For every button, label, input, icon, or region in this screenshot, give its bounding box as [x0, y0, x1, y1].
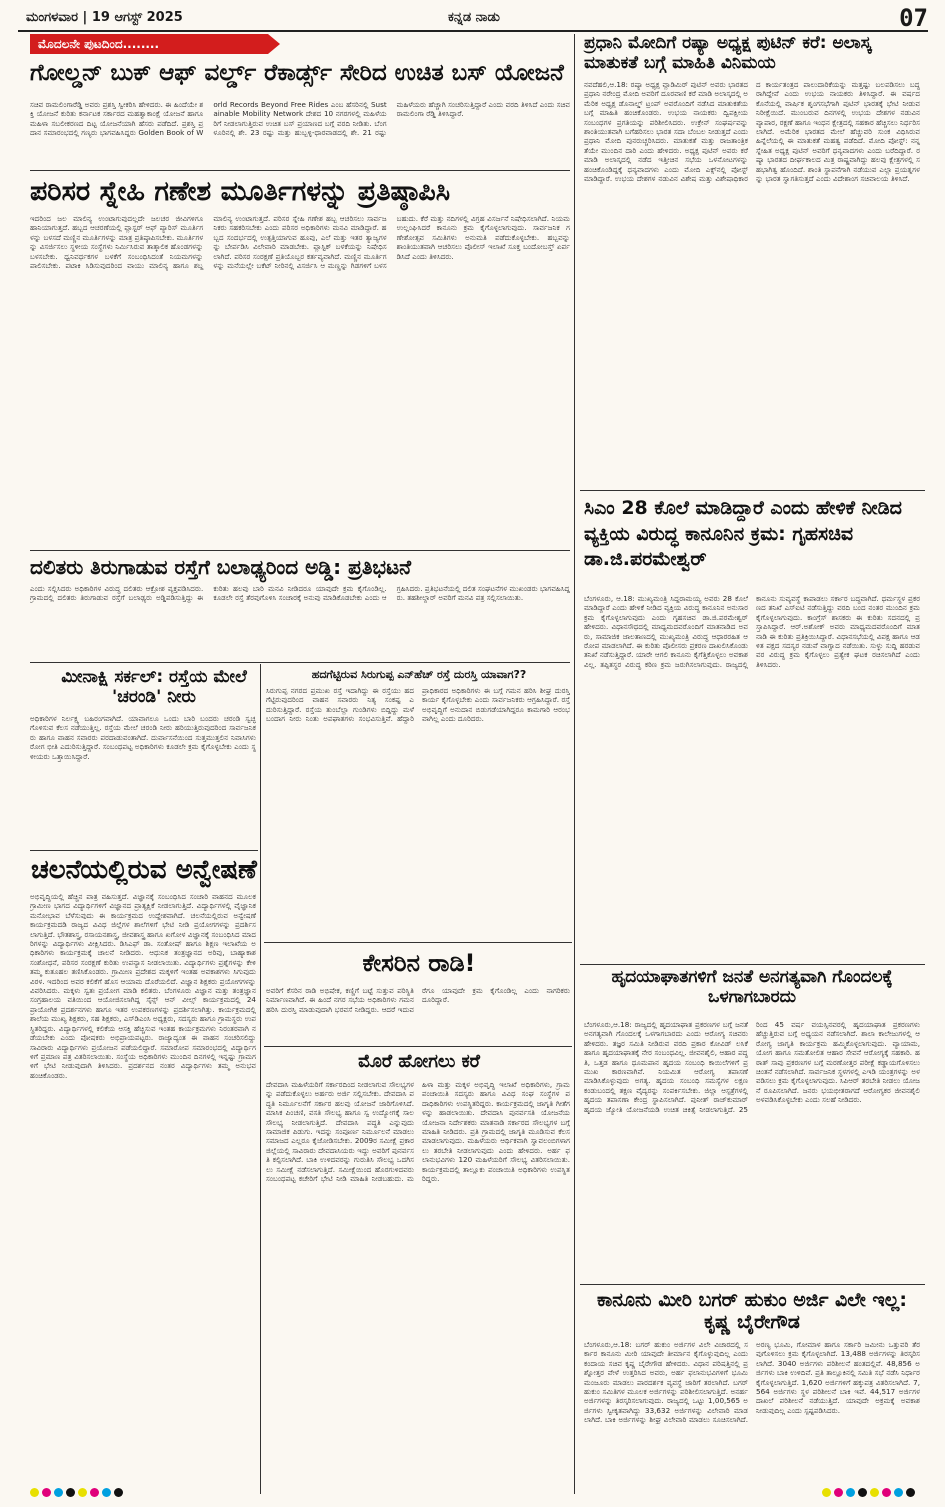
- article-bagair: ಬೆಂಗಳೂರು,ಆ.18: ಬಗರ್ ಹುಕುಂ ಅರ್ಜಿಗಳ ವಿಲೇ ವಿಚಾರದಲ್ಲಿ ಸರ್ಕಾರ ಕಾನೂನು ಮೀರಿ ಯಾವುದೇ ತೀರ್ಮಾನ ಕೈಗೊಳ್ಳುವುದಿಲ್ಲ ಎಂದು ಕಂದಾಯ ಸಚಿವ ಕೃಷ್ಣ ಬೈರೇಗೌಡ ಹೇಳಿದರು. ವಿಧಾನ ಪರಿಷತ್ತಿನಲ್ಲಿ ಪ್ರಶ್ನೋತ್ತರ ವೇಳೆ ಉತ್ತರಿಸಿದ ಅವರು, ಅರ್ಹ ಫಲಾನುಭವಿಗಳಿಗೆ ಭೂಮಿ ಮಂಜೂರು ಮಾಡಲು ಪಾರದರ್ಶಕ ವ್ಯವಸ್ಥೆ ಜಾರಿಗೆ ತರಲಾಗಿದೆ. ಬಗರ್ ಹುಕುಂ ಸಮಿತಿಗಳ ಮೂಲಕ ಅರ್ಜಿಗಳನ್ನು ಪರಿಶೀಲಿಸಲಾಗುತ್ತಿದೆ. ಅನರ್ಹ ಅರ್ಜಿಗಳನ್ನು ತಿರಸ್ಕರಿಸಲಾಗುವುದು. ರಾಜ್ಯದಲ್ಲಿ ಒಟ್ಟು 1,00,565 ಅರ್ಜಿಗಳು ಸ್ವೀಕೃತವಾಗಿದ್ದು 33,632 ಅರ್ಜಿಗಳನ್ನು ವಿಲೇವಾರಿ ಮಾಡಲಾಗಿದೆ. ಬಾಕಿ ಅರ್ಜಿಗಳನ್ನು ಶೀಘ್ರ ವಿಲೇವಾರಿ ಮಾಡಲು ಸೂಚಿಸಲಾಗಿದೆ. ಅರಣ್ಯ ಭೂಮಿ, ಗೋಮಾಳ ಹಾಗೂ ಸರ್ಕಾರಿ ಜಮೀನು ಒತ್ತುವರಿ ತೆರವುಗೊಳಿಸಲು ಕ್ರಮ ಕೈಗೊಳ್ಳಲಾಗಿದೆ. 13,488 ಅರ್ಜಿಗಳನ್ನು ತಿರಸ್ಕರಿಸಲಾಗಿದೆ. 3040 ಅರ್ಜಿಗಳು ಪರಿಶೀಲನೆ ಹಂತದಲ್ಲಿವೆ. 48,856 ಅರ್ಜಿಗಳು ಬಾಕಿ ಉಳಿದಿವೆ. ಪ್ರತಿ ತಾಲ್ಲೂಕಿನಲ್ಲಿ ಸಮಿತಿ ಸಭೆ ನಡೆಸಿ ನಿರ್ಧಾರ ಕೈಗೊಳ್ಳಲಾಗುತ್ತಿದೆ. 1,620 ಅರ್ಜಿಗಳಿಗೆ ಹಕ್ಕುಪತ್ರ ವಿತರಿಸಲಾಗಿದೆ. 7,564 ಅರ್ಜಿಗಳು ಸ್ಥಳ ಪರಿಶೀಲನೆ ಬಾಕಿ ಇವೆ. 44,517 ಅರ್ಜಿಗಳ ದಾಖಲೆ ಪರಿಶೀಲನೆ ನಡೆಯುತ್ತಿದೆ. ಯಾವುದೇ ಅಕ್ರಮಕ್ಕೆ ಅವಕಾಶ ನೀಡುವುದಿಲ್ಲ ಎಂದು ಸ್ಪಷ್ಟಪಡಿಸಿದರು.: [584, 1340, 920, 1425]
- article-kesari: ಅವರಿಗೆ ಕೆಸರಿನ ರಾಡಿ ಅಭಿಷೇಕ, ಕಣ್ಣಿಗೆ ಬಟ್ಟೆ ಸುತ್ತುವ ಪರಿಸ್ಥಿತಿ ನಿರ್ಮಾಣವಾಗಿದೆ. ಈ ಹಿಂದೆ ನಗರ ಸಭೆಯ ಅಧಿಕಾರಿಗಳು ಗಮನ ಹರಿಸಿ ದುರಸ್ತಿ ಮಾಡುವುದಾಗಿ ಭರವಸೆ ನೀಡಿದ್ದರು. ಆದರೆ ಇದುವರೆಗೂ ಯಾವುದೇ ಕ್ರಮ ಕೈಗೊಂಡಿಲ್ಲ ಎಂದು ನಾಗರಿಕರು ದೂರಿದ್ದಾರೆ.: [266, 986, 570, 1014]
- article-heart: ಬೆಂಗಳೂರು,ಆ.18: ರಾಜ್ಯದಲ್ಲಿ ಹೃದಯಾಘಾತ ಪ್ರಕರಣಗಳ ಬಗ್ಗೆ ಜನತೆ ಅನಗತ್ಯವಾಗಿ ಗೊಂದಲಕ್ಕೆ ಒಳಗಾಗಬಾರದು ಎಂದು ಆರೋಗ್ಯ ಸಚಿವರು ಹೇಳಿದರು. ತಜ್ಞರ ಸಮಿತಿ ನೀಡಿರುವ ವರದಿ ಪ್ರಕಾರ ಕೋವಿಡ್ ಲಸಿಕೆ ಹಾಗೂ ಹೃದಯಾಘಾತಕ್ಕೆ ನೇರ ಸಂಬಂಧವಿಲ್ಲ. ಜೀವನಶೈಲಿ, ಆಹಾರ ಪದ್ಧತಿ, ಒತ್ತಡ ಹಾಗೂ ಧೂಮಪಾನ ಹೃದಯ ಸಂಬಂಧಿ ಕಾಯಿಲೆಗಳಿಗೆ ಪ್ರಮುಖ ಕಾರಣವಾಗಿವೆ. ನಿಯಮಿತ ಆರೋಗ್ಯ ತಪಾಸಣೆ ಮಾಡಿಸಿಕೊಳ್ಳುವುದು ಅಗತ್ಯ. ಹೃದಯ ಸಂಬಂಧಿ ಸಮಸ್ಯೆಗಳ ಲಕ್ಷಣ ಕಂಡುಬಂದಲ್ಲಿ ತಕ್ಷಣ ವೈದ್ಯರನ್ನು ಸಂಪರ್ಕಿಸಬೇಕು. ಜಿಲ್ಲಾ ಆಸ್ಪತ್ರೆಗಳಲ್ಲಿ ಹೃದಯ ತಪಾಸಣಾ ಕೇಂದ್ರ ಸ್ಥಾಪಿಸಲಾಗಿದೆ. ಪುನೀತ್ ರಾಜ್‌ಕುಮಾರ್ ಹೃದಯ ಜ್ಯೋತಿ ಯೋಜನೆಯಡಿ ಉಚಿತ ಚಿಕಿತ್ಸೆ ನೀಡಲಾಗುತ್ತಿದೆ. 25 ರಿಂದ 45 ವರ್ಷ ವಯಸ್ಸಿನವರಲ್ಲಿ ಹೃದಯಾಘಾತ ಪ್ರಕರಣಗಳು ಹೆಚ್ಚುತ್ತಿರುವ ಬಗ್ಗೆ ಅಧ್ಯಯನ ನಡೆಸಲಾಗಿದೆ. ಶಾಲಾ ಕಾಲೇಜುಗಳಲ್ಲಿ ಆರೋಗ್ಯ ಜಾಗೃತಿ ಕಾರ್ಯಕ್ರಮ ಹಮ್ಮಿಕೊಳ್ಳಲಾಗುವುದು. ವ್ಯಾಯಾಮ, ಯೋಗ ಹಾಗೂ ಸಮತೋಲಿತ ಆಹಾರ ಸೇವನೆ ಆರೋಗ್ಯಕ್ಕೆ ಸಹಕಾರಿ. ಹಠಾತ್ ಸಾವು ಪ್ರಕರಣಗಳ ಬಗ್ಗೆ ಮರಣೋತ್ತರ ಪರೀಕ್ಷೆ ಕಡ್ಡಾಯಗೊಳಿಸಲು ಚಿಂತನೆ ನಡೆಸಲಾಗಿದೆ. ಸಾರ್ವಜನಿಕ ಸ್ಥಳಗಳಲ್ಲಿ ಎಇಡಿ ಯಂತ್ರಗಳನ್ನು ಅಳವಡಿಸಲು ಕ್ರಮ ಕೈಗೊಳ್ಳಲಾಗುವುದು. ಸಿಪಿಆರ್ ತರಬೇತಿ ನೀಡಲು ಯೋಜನೆ ರೂಪಿಸಲಾಗಿದೆ. ಜನರು ಭಯಭೀತರಾಗದೆ ಆರೋಗ್ಯಕರ ಜೀವನಶೈಲಿ ಅಳವಡಿಸಿಕೊಳ್ಳಬೇಕು ಎಂದು ಸಲಹೆ ನೀಡಿದರು.: [584, 1020, 920, 1114]
- registration-dot: [894, 1488, 903, 1497]
- article-more: ದೇವದಾಸಿ ಮಹಿಳೆಯರಿಗೆ ಸರ್ಕಾರದಿಂದ ನೀಡಲಾಗುವ ಸೌಲಭ್ಯಗಳನ್ನು ಪಡೆದುಕೊಳ್ಳಲು ಅರ್ಹರು ಅರ್ಜಿ ಸಲ್ಲಿಸಬೇಕು. ದೇವದಾಸಿ ಪದ್ಧತಿ ನಿರ್ಮೂಲನೆಗೆ ಸರ್ಕಾರ ಹಲವು ಯೋಜನೆ ಜಾರಿಗೊಳಿಸಿದೆ. ಮಾಸಿಕ ಪಿಂಚಣಿ, ವಸತಿ ಸೌಲಭ್ಯ ಹಾಗೂ ಸ್ವ ಉದ್ಯೋಗಕ್ಕೆ ಸಾಲ ಸೌಲಭ್ಯ ನೀಡಲಾಗುತ್ತಿದೆ. ದೇವದಾಸಿ ಪದ್ಧತಿ ಎನ್ನುವುದು ಸಾಮಾಜಿಕ ಪಿಡುಗು. ಇದನ್ನು ಸಂಪೂರ್ಣ ನಿರ್ಮೂಲನೆ ಮಾಡಲು ಸಮಾಜದ ಎಲ್ಲರೂ ಕೈಜೋಡಿಸಬೇಕು. 2009ರ ಸಮೀಕ್ಷೆ ಪ್ರಕಾರ ಜಿಲ್ಲೆಯಲ್ಲಿ ಸಾವಿರಾರು ದೇವದಾಸಿಯರು ಇದ್ದು ಅವರಿಗೆ ಪುನರ್ವಸತಿ ಕಲ್ಪಿಸಲಾಗಿದೆ. ಬಾಕಿ ಉಳಿದವರನ್ನು ಗುರುತಿಸಿ ಸೌಲಭ್ಯ ಒದಗಿಸಲು ಸಮೀಕ್ಷೆ ನಡೆಸಲಾಗುತ್ತಿದೆ. ಸಮೀಕ್ಷೆಯಿಂದ ಹೊರಗುಳಿದವರು ಸಂಬಂಧಪಟ್ಟ ಕಚೇರಿಗೆ ಭೇಟಿ ನೀಡಿ ಮಾಹಿತಿ ನೀಡಬಹುದು. ಮಹಿಳಾ ಮತ್ತು ಮಕ್ಕಳ ಅಭಿವೃದ್ಧಿ ಇಲಾಖೆ ಅಧಿಕಾರಿಗಳು, ಗ್ರಾಮ ಪಂಚಾಯಿತಿ ಸದಸ್ಯರು ಹಾಗೂ ವಿವಿಧ ಸಂಘ ಸಂಸ್ಥೆಗಳ ಪದಾಧಿಕಾರಿಗಳು ಉಪಸ್ಥಿತರಿದ್ದರು. ಕಾರ್ಯಕ್ರಮದಲ್ಲಿ ಜಾಗೃತಿ ಗೀತೆಗಳನ್ನು ಹಾಡಲಾಯಿತು. ದೇವದಾಸಿ ಪುನರ್ವಸತಿ ಯೋಜನೆಯ ಯೋಜನಾ ನಿರ್ದೇಶಕರು ಮಾತನಾಡಿ ಸರ್ಕಾರದ ಸೌಲಭ್ಯಗಳ ಬಗ್ಗೆ ಮಾಹಿತಿ ನೀಡಿದರು. ಪ್ರತಿ ಗ್ರಾಮದಲ್ಲಿ ಜಾಗೃತಿ ಮೂಡಿಸುವ ಕೆಲಸ ಮಾಡಲಾಗುವುದು. ಮಹಿಳೆಯರು ಆರ್ಥಿಕವಾಗಿ ಸ್ವಾವಲಂಬಿಗಳಾಗಲು ತರಬೇತಿ ನೀಡಲಾಗುವುದು ಎಂದು ಹೇಳಿದರು. ಅರ್ಹ ಫಲಾನುಭವಿಗಳು 120 ಮಹಿಳೆಯರಿಗೆ ಸೌಲಭ್ಯ ವಿತರಿಸಲಾಯಿತು. ಕಾರ್ಯಕ್ರಮದಲ್ಲಿ ತಾಲ್ಲೂಕು ಪಂಚಾಯಿತಿ ಅಧಿಕಾರಿಗಳು ಉಪಸ್ಥಿತರಿದ್ದರು.: [266, 1080, 570, 1184]
- registration-marks-left: [30, 1488, 123, 1497]
- article-divider: [580, 964, 925, 965]
- registration-dot: [882, 1488, 891, 1497]
- article-divider: [580, 490, 925, 491]
- registration-dot: [42, 1488, 51, 1497]
- headline-ganesha: ಪರಿಸರ ಸ್ನೇಹಿ ಗಣೇಶ ಮೂರ್ತಿಗಳನ್ನು ಪ್ರತಿಷ್ಠಾಪಿಸಿ: [30, 176, 451, 207]
- article-divider: [30, 550, 570, 551]
- article-bus: ಸಚಿವ ರಾಮಲಿಂಗಾರೆಡ್ಡಿ ಅವರು ಪ್ರಶಸ್ತಿ ಸ್ವೀಕರಿಸಿ ಹೇಳಿದರು. ಈ ಹಿಂದೆಯೇ ಶಕ್ತಿ ಯೋಜನೆ ಕುರಿತು ಕರ್ನಾಟಕ ಸರ್ಕಾರದ ಮಹತ್ವಾಕಾಂಕ್ಷೆ ಯೋಜನೆ ಹಾಗೂ ಮಹಿಳಾ ಸಬಲೀಕರಣದ ದಿಟ್ಟ ಯೋಜನೆಯಾಗಿ ಹೆಸರು ಪಡೆದಿದೆ. ಪ್ರಶಸ್ತಿ ಪ್ರದಾನ ಸಮಾರಂಭದಲ್ಲಿ ಗಣ್ಯರು ಭಾಗವಹಿಸಿದ್ದರು Golden Book of World Records Beyond Free Rides ಎಂಬ ಹೆಸರಿನಲ್ಲಿ Sustainable Mobility Network ದೇಶದ 10 ನಗರಗಳಲ್ಲಿ ಮಹಿಳೆಯರಿಗೆ ನೀಡಲಾಗುತ್ತಿರುವ ಉಚಿತ ಬಸ್ ಪ್ರಯಾಣದ ಬಗ್ಗೆ ವರದಿ ನೀಡಿತು. ಬೆಂಗಳೂರಿನಲ್ಲಿ ಶೇ. 23 ರಷ್ಟು ಮತ್ತು ಹುಬ್ಬಳ್ಳಿ-ಧಾರವಾಡದಲ್ಲಿ ಶೇ. 21 ರಷ್ಟು ಮಹಿಳೆಯರು ಹೆಚ್ಚಾಗಿ ಸಂಚರಿಸುತ್ತಿದ್ದಾರೆ ಎಂದು ವರದಿ ತಿಳಿಸಿದೆ ಎಂದು ಸಚಿವ ರಾಮಲಿಂಗಾ ರೆಡ್ಡಿ ತಿಳಿಸಿದ್ದಾರೆ.: [30, 100, 570, 138]
- headline-more: ಮೊರೆ ಹೋಗಲು ಕರೆ: [358, 1051, 480, 1072]
- registration-marks-right: [822, 1488, 915, 1497]
- headline-bagair: ಕಾನೂನು ಮೀರಿ ಬಗರ್ ಹುಕುಂ ಅರ್ಜಿ ವಿಲೇ ಇಲ್ಲ: ಕೃಷ್ಣ ಬೈರೇಗೌಡ: [597, 1289, 907, 1333]
- registration-dot: [846, 1488, 855, 1497]
- headline-meenakshi: ಮೀನಾಕ್ಷಿ ಸರ್ಕಲ್: ರಸ್ತೆಯ ಮೇಲೆ 'ಚರಂಡಿ' ನೀರು: [61, 667, 247, 707]
- article-search: ಅಭಿವೃದ್ಧಿಯಲ್ಲಿ ಹೆಚ್ಚಿನ ಪಾತ್ರ ವಹಿಸುತ್ತದೆ. ವಿಜ್ಞಾನಕ್ಕೆ ಸಂಬಂಧಿಸಿದ ಸಂಚಾರಿ ವಾಹನದ ಮೂಲಕ ಗ್ರಾಮೀಣ ಭಾಗದ ವಿದ್ಯಾರ್ಥಿಗಳಿಗೆ ವಿಜ್ಞಾನದ ಪ್ರಾತ್ಯಕ್ಷಿಕೆ ನೀಡಲಾಗುತ್ತಿದೆ. ವಿದ್ಯಾರ್ಥಿಗಳಲ್ಲಿ ವೈಜ್ಞಾನಿಕ ಮನೋಭಾವ ಬೆಳೆಸುವುದು ಈ ಕಾರ್ಯಕ್ರಮದ ಉದ್ದೇಶವಾಗಿದೆ. ಚಲನೆಯಲ್ಲಿರುವ ಅನ್ವೇಷಣೆ ಕಾರ್ಯಕ್ರಮದಡಿ ರಾಜ್ಯದ ವಿವಿಧ ಜಿಲ್ಲೆಗಳ ಶಾಲೆಗಳಿಗೆ ಭೇಟಿ ನೀಡಿ ಪ್ರಯೋಗಗಳನ್ನು ಪ್ರದರ್ಶಿಸಲಾಗುತ್ತಿದೆ. ಭೌತಶಾಸ್ತ್ರ, ರಸಾಯನಶಾಸ್ತ್ರ, ಜೀವಶಾಸ್ತ್ರ ಹಾಗೂ ಖಗೋಳ ವಿಜ್ಞಾನಕ್ಕೆ ಸಂಬಂಧಿಸಿದ ಮಾದರಿಗಳನ್ನು ವಿದ್ಯಾರ್ಥಿಗಳು ವೀಕ್ಷಿಸಿದರು. ಡಿಸಿಎಫ್ ಡಾ. ಸಂತೋಷ್ ಹಾಗೂ ಶಿಕ್ಷಣ ಇಲಾಖೆಯ ಅಧಿಕಾರಿಗಳು ಕಾರ್ಯಕ್ರಮಕ್ಕೆ ಚಾಲನೆ ನೀಡಿದರು. ಆಧುನಿಕ ತಂತ್ರಜ್ಞಾನದ ಅರಿವು, ಬಾಹ್ಯಾಕಾಶ ಸಂಶೋಧನೆ, ಪರಿಸರ ಸಂರಕ್ಷಣೆ ಕುರಿತು ಉಪನ್ಯಾಸ ನೀಡಲಾಯಿತು. ವಿದ್ಯಾರ್ಥಿಗಳು ಪ್ರಶ್ನೆಗಳನ್ನು ಕೇಳಿ ತಮ್ಮ ಕುತೂಹಲ ತಣಿಸಿಕೊಂಡರು. ಗ್ರಾಮೀಣ ಪ್ರದೇಶದ ಮಕ್ಕಳಿಗೆ ಇಂತಹ ಅವಕಾಶಗಳು ಸಿಗುವುದು ವಿರಳ. ಇದರಿಂದ ಅವರ ಕಲಿಕೆಗೆ ಹೊಸ ಆಯಾಮ ದೊರೆಯಲಿದೆ. ವಿಜ್ಞಾನ ಶಿಕ್ಷಕರು ಪ್ರಯೋಗಗಳನ್ನು ವಿವರಿಸಿದರು. ಮಕ್ಕಳು ಸ್ವತಃ ಪ್ರಯೋಗ ಮಾಡಿ ಕಲಿತರು. ಬೆಂಗಳೂರು ವಿಜ್ಞಾನ ಮತ್ತು ತಂತ್ರಜ್ಞಾನ ಸಂಗ್ರಹಾಲಯ ವತಿಯಿಂದ ಆಯೋಜಿಸಲಾಗಿದ್ದ ಸೈನ್ಸ್ ಆನ್ ವೀಲ್ಸ್ ಕಾರ್ಯಕ್ರಮದಲ್ಲಿ 24 ಪ್ರಾಯೋಗಿಕ ಪ್ರದರ್ಶನಗಳು ಹಾಗೂ ಇತರ ಉಪಕರಣಗಳನ್ನು ಪ್ರದರ್ಶಿಸಲಾಗಿತ್ತು. ಕಾರ್ಯಕ್ರಮದಲ್ಲಿ ಶಾಲೆಯ ಮುಖ್ಯ ಶಿಕ್ಷಕರು, ಸಹ ಶಿಕ್ಷಕರು, ಎಸ್‌ಡಿಎಂಸಿ ಅಧ್ಯಕ್ಷರು, ಸದಸ್ಯರು ಹಾಗೂ ಗ್ರಾಮಸ್ಥರು ಉಪಸ್ಥಿತರಿದ್ದರು. ವಿದ್ಯಾರ್ಥಿಗಳಲ್ಲಿ ಕಲಿಕೆಯ ಆಸಕ್ತಿ ಹೆಚ್ಚಿಸುವ ಇಂತಹ ಕಾರ್ಯಕ್ರಮಗಳು ನಿರಂತರವಾಗಿ ನಡೆಯಬೇಕು ಎಂದು ಪೋಷಕರು ಅಭಿಪ್ರಾಯಪಟ್ಟರು. ರಾಜ್ಯಾದ್ಯಂತ ಈ ವಾಹನ ಸಂಚರಿಸಲಿದ್ದು ಸಾವಿರಾರು ವಿದ್ಯಾರ್ಥಿಗಳು ಪ್ರಯೋಜನ ಪಡೆಯಲಿದ್ದಾರೆ. ಸಮಾರೋಪ ಸಮಾರಂಭದಲ್ಲಿ ವಿದ್ಯಾರ್ಥಿಗಳಿಗೆ ಪ್ರಮಾಣ ಪತ್ರ ವಿತರಿಸಲಾಯಿತು. ಸಂಸ್ಥೆಯ ಅಧಿಕಾರಿಗಳು ಮುಂದಿನ ದಿನಗಳಲ್ಲಿ ಇನ್ನಷ್ಟು ಗ್ರಾಮಗಳಿಗೆ ಭೇಟಿ ನೀಡುವುದಾಗಿ ತಿಳಿಸಿದರು. ಪ್ರದರ್ಶನದ ನಂತರ ವಿದ್ಯಾರ್ಥಿಗಳು ತಮ್ಮ ಅನುಭವ ಹಂಚಿಕೊಂಡರು.: [30, 892, 256, 1080]
- headline-search: ಚಲನೆಯಲ್ಲಿರುವ ಅನ್ವೇಷಣೆ: [31, 855, 257, 885]
- article-divider: [30, 662, 570, 663]
- article-divider: [30, 850, 258, 851]
- registration-dot: [870, 1488, 879, 1497]
- registration-dot: [66, 1488, 75, 1497]
- paper-name: ಕನ್ನಡ ನಾಡು: [448, 10, 500, 25]
- headline-heart: ಹೃದಯಾಘಾತಗಳಿಗೆ ಜನತೆ ಅನಗತ್ಯವಾಗಿ ಗೊಂದಲಕ್ಕೆ ಒಳಗಾಗಬಾರದು: [611, 967, 893, 1007]
- masthead-bar: [18, 4, 928, 32]
- article-ganesha: ಇದರಿಂದ ಜಲ ಮಾಲಿನ್ಯ ಉಂಟಾಗುವುದಲ್ಲದೇ ಜಲಚರ ಜೀವಿಗಳಿಗೂ ಹಾನಿಯಾಗುತ್ತದೆ. ಹಬ್ಬದ ಆಚರಣೆಯಲ್ಲಿ ಪ್ಲಾಸ್ಟರ್ ಆಫ್ ಪ್ಯಾರಿಸ್ ಮೂರ್ತಿಗಳನ್ನು ಬಳಸದೆ ಮಣ್ಣಿನ ಮೂರ್ತಿಗಳನ್ನು ಮಾತ್ರ ಪ್ರತಿಷ್ಠಾಪಿಸಬೇಕು. ಮೂರ್ತಿಗಳನ್ನು ವಿಸರ್ಜಿಸಲು ಸ್ಥಳೀಯ ಸಂಸ್ಥೆಗಳು ನಿರ್ಮಿಸಿರುವ ತಾತ್ಕಾಲಿಕ ಹೊಂಡಗಳನ್ನು ಬಳಸಬೇಕು. ಧ್ವನಿವರ್ಧಕಗಳ ಬಳಕೆಗೆ ಸಂಬಂಧಿಸಿದಂತೆ ನಿಯಮಗಳನ್ನು ಪಾಲಿಸಬೇಕು. ಪಟಾಕಿ ಸಿಡಿಸುವುದರಿಂದ ವಾಯು ಮಾಲಿನ್ಯ ಹಾಗೂ ಶಬ್ದ ಮಾಲಿನ್ಯ ಉಂಟಾಗುತ್ತದೆ. ಪರಿಸರ ಸ್ನೇಹಿ ಗಣೇಶ ಹಬ್ಬ ಆಚರಿಸಲು ಸಾರ್ವಜನಿಕರು ಸಹಕರಿಸಬೇಕು ಎಂದು ಪರಿಸರ ಅಧಿಕಾರಿಗಳು ಮನವಿ ಮಾಡಿದ್ದಾರೆ. ಹಬ್ಬದ ಸಂದರ್ಭದಲ್ಲಿ ಉತ್ಪತ್ತಿಯಾಗುವ ಹೂವು, ಎಲೆ ಮತ್ತು ಇತರ ತ್ಯಾಜ್ಯಗಳನ್ನು ಬೇರ್ಪಡಿಸಿ ವಿಲೇವಾರಿ ಮಾಡಬೇಕು. ಪ್ಲಾಸ್ಟಿಕ್ ಬಳಕೆಯನ್ನು ನಿಷೇಧಿಸಲಾಗಿದೆ. ಪರಿಸರ ಸಂರಕ್ಷಣೆ ಪ್ರತಿಯೊಬ್ಬರ ಕರ್ತವ್ಯವಾಗಿದೆ. ಮಣ್ಣಿನ ಮೂರ್ತಿಗಳನ್ನು ಮನೆಯಲ್ಲೇ ಬಕೆಟ್ ನೀರಿನಲ್ಲಿ ವಿಸರ್ಜಿಸಿ ಆ ಮಣ್ಣನ್ನು ಗಿಡಗಳಿಗೆ ಬಳಸಬಹುದು. ಕೆರೆ ಮತ್ತು ನದಿಗಳಲ್ಲಿ ವಿಗ್ರಹ ವಿಸರ್ಜನೆ ನಿಷೇಧಿಸಲಾಗಿದೆ. ನಿಯಮ ಉಲ್ಲಂಘಿಸಿದರೆ ಕಾನೂನು ಕ್ರಮ ಕೈಗೊಳ್ಳಲಾಗುವುದು. ಸಾರ್ವಜನಿಕ ಗಣೇಶೋತ್ಸವ ಸಮಿತಿಗಳು ಅನುಮತಿ ಪಡೆದುಕೊಳ್ಳಬೇಕು. ಹಬ್ಬವನ್ನು ಶಾಂತಿಯುತವಾಗಿ ಆಚರಿಸಲು ಪೊಲೀಸ್ ಇಲಾಖೆ ಸೂಕ್ತ ಬಂದೋಬಸ್ತ್ ಏರ್ಪಡಿಸಿದೆ ಎಂದು ತಿಳಿಸಿದರು.: [30, 214, 570, 271]
- article-highway: ಸಿರುಗುಪ್ಪ ನಗರದ ಪ್ರಮುಖ ರಸ್ತೆ ಇದಾಗಿದ್ದು ಈ ರಸ್ತೆಯು ಹದಗೆಟ್ಟಿರುವುದರಿಂದ ವಾಹನ ಸವಾರರು ನಿತ್ಯ ಸಂಕಷ್ಟ ಎದುರಿಸುತ್ತಿದ್ದಾರೆ. ರಸ್ತೆಯ ತುಂಬೆಲ್ಲಾ ಗುಂಡಿಗಳು ಬಿದ್ದಿದ್ದು ಮಳೆ ಬಂದಾಗ ನೀರು ನಿಂತು ಅಪಘಾತಗಳು ಸಂಭವಿಸುತ್ತಿವೆ. ಹೆದ್ದಾರಿ ಪ್ರಾಧಿಕಾರದ ಅಧಿಕಾರಿಗಳು ಈ ಬಗ್ಗೆ ಗಮನ ಹರಿಸಿ ಶೀಘ್ರ ದುರಸ್ತಿ ಕಾರ್ಯ ಕೈಗೊಳ್ಳಬೇಕು ಎಂದು ಸಾರ್ವಜನಿಕರು ಆಗ್ರಹಿಸಿದ್ದಾರೆ. ರಸ್ತೆ ಅಭಿವೃದ್ಧಿಗೆ ಅನುದಾನ ಬಿಡುಗಡೆಯಾಗಿದ್ದರೂ ಕಾಮಗಾರಿ ಆರಂಭವಾಗಿಲ್ಲ ಎಂದು ದೂರಿದರು.: [266, 686, 570, 724]
- article-divider: [30, 170, 570, 171]
- article-dalit: ಎಂದು ಸಲ್ಲಿಸಿದರು ಅಧಿಕಾರಿಗಳ ವಿರುದ್ಧ ದಲಿತರು ಆಕ್ರೋಶ ವ್ಯಕ್ತಪಡಿಸಿದರು. ಗ್ರಾಮದಲ್ಲಿ ದಲಿತರು ತಿರುಗಾಡುವ ರಸ್ತೆಗೆ ಬಲಾಢ್ಯರು ಅಡ್ಡಿಪಡಿಸುತ್ತಿದ್ದು ಈ ಕುರಿತು ಹಲವು ಬಾರಿ ಮನವಿ ನೀಡಿದರೂ ಯಾವುದೇ ಕ್ರಮ ಕೈಗೊಂಡಿಲ್ಲ. ಕೂಡಲೇ ರಸ್ತೆ ತೆರವುಗೊಳಿಸಿ ಸಂಚಾರಕ್ಕೆ ಅನುವು ಮಾಡಿಕೊಡಬೇಕು ಎಂದು ಆಗ್ರಹಿಸಿದರು. ಪ್ರತಿಭಟನೆಯಲ್ಲಿ ದಲಿತ ಸಂಘಟನೆಗಳ ಮುಖಂಡರು ಭಾಗವಹಿಸಿದ್ದರು. ತಹಶೀಲ್ದಾರ್ ಅವರಿಗೆ ಮನವಿ ಪತ್ರ ಸಲ್ಲಿಸಲಾಯಿತು.: [30, 584, 570, 603]
- article-divider: [580, 1284, 925, 1285]
- issue-date: ಮಂಗಳವಾರ | 19 ಆಗಸ್ಟ್ 2025: [26, 10, 183, 25]
- column-divider: [574, 34, 575, 1494]
- headline-highway: ಹದಗೆಟ್ಟಿರುವ ಸಿರುಗುಪ್ಪ ಎನ್‌ಹೆಚ್ ರಸ್ತೆ ದುರಸ್ತಿ ಯಾವಾಗ??: [311, 668, 527, 681]
- article-meenakshi: ಅಧಿಕಾರಿಗಳ ನಿರ್ಲಕ್ಷ್ಯ ಬಹಿರಂಗವಾಗಿದೆ. ಯಾವಾಗಲೂ ಒಂದು ಬಾರಿ ಬಂದರು ಚರಂಡಿ ಸ್ವಚ್ಛಗೊಳಿಸುವ ಕೆಲಸ ನಡೆಯುತ್ತಿಲ್ಲ. ರಸ್ತೆಯ ಮೇಲೆ ಚರಂಡಿ ನೀರು ಹರಿಯುತ್ತಿರುವುದರಿಂದ ಸಾರ್ವಜನಿಕರು ಹಾಗೂ ವಾಹನ ಸವಾರರು ಪರದಾಡುವಂತಾಗಿದೆ. ದುರ್ವಾಸನೆಯಿಂದ ಸುತ್ತಮುತ್ತಲಿನ ನಿವಾಸಿಗಳು ರೋಗ ಭೀತಿ ಎದುರಿಸುತ್ತಿದ್ದಾರೆ. ಸಂಬಂಧಪಟ್ಟ ಅಧಿಕಾರಿಗಳು ಕೂಡಲೇ ಕ್ರಮ ಕೈಗೊಳ್ಳಬೇಕು ಎಂದು ಸ್ಥಳೀಯರು ಒತ್ತಾಯಿಸಿದ್ದಾರೆ.: [30, 714, 256, 761]
- section-banner: ಮೊದಲನೇ ಪುಟದಿಂದ........: [30, 34, 268, 54]
- headline-putin: ಪ್ರಧಾನಿ ಮೋದಿಗೆ ರಷ್ಯಾ ಅಧ್ಯಕ್ಷ ಪುಟಿನ್ ಕರೆ: ಅಲಾಸ್ಕ ಮಾತುಕತೆ ಬಗ್ಗೆ ಮಾಹಿತಿ ವಿನಿಮಯ: [584, 33, 872, 73]
- article-divider: [264, 1046, 572, 1047]
- registration-dot: [858, 1488, 867, 1497]
- registration-dot: [90, 1488, 99, 1497]
- registration-dot: [114, 1488, 123, 1497]
- headline-bus: ಗೋಲ್ಡನ್ ಬುಕ್ ಆಫ್ ವರ್ಲ್ಡ್ ರೆಕಾರ್ಡ್ಸ್ ಸೇರಿದ ಉಚಿತ ಬಸ್ ಯೋಜನೆ: [30, 60, 564, 86]
- article-cm: ಬೆಂಗಳೂರು, ಆ.18: ಮುಖ್ಯಮಂತ್ರಿ ಸಿದ್ದರಾಮಯ್ಯ ಅವರು 28 ಕೊಲೆ ಮಾಡಿದ್ದಾರೆ ಎಂದು ಹೇಳಿಕೆ ನೀಡಿದ ವ್ಯಕ್ತಿಯ ವಿರುದ್ಧ ಕಾನೂನಿನ ಅನುಸಾರ ಕ್ರಮ ಕೈಗೊಳ್ಳಲಾಗುವುದು ಎಂದು ಗೃಹಸಚಿವ ಡಾ.ಜಿ.ಪರಮೇಶ್ವರ್ ಹೇಳಿದರು. ವಿಧಾನಸೌಧದಲ್ಲಿ ಮಾಧ್ಯಮದವರೊಂದಿಗೆ ಮಾತನಾಡಿದ ಅವರು, ಸಾಮಾಜಿಕ ಜಾಲತಾಣದಲ್ಲಿ ಮುಖ್ಯಮಂತ್ರಿ ವಿರುದ್ಧ ಆಧಾರರಹಿತ ಆರೋಪ ಮಾಡಲಾಗಿದೆ. ಈ ಕುರಿತು ಪೊಲೀಸರು ಪ್ರಕರಣ ದಾಖಲಿಸಿಕೊಂಡು ತನಿಖೆ ನಡೆಸುತ್ತಿದ್ದಾರೆ. ಯಾರೇ ಆಗಲಿ ಕಾನೂನು ಕೈಗೆತ್ತಿಕೊಳ್ಳಲು ಅವಕಾಶವಿಲ್ಲ. ತಪ್ಪಿತಸ್ಥರ ವಿರುದ್ಧ ಕಠಿಣ ಕ್ರಮ ಜರುಗಿಸಲಾಗುವುದು. ರಾಜ್ಯದಲ್ಲಿ ಕಾನೂನು ಸುವ್ಯವಸ್ಥೆ ಕಾಪಾಡಲು ಸರ್ಕಾರ ಬದ್ಧವಾಗಿದೆ. ಧರ್ಮಸ್ಥಳ ಪ್ರಕರಣದ ತನಿಖೆ ಎಸ್‌ಐಟಿ ನಡೆಸುತ್ತಿದ್ದು ವರದಿ ಬಂದ ನಂತರ ಮುಂದಿನ ಕ್ರಮ ಕೈಗೊಳ್ಳಲಾಗುವುದು. ಕಾಂಗ್ರೆಸ್ ಶಾಸಕರು ಈ ಕುರಿತು ಸದನದಲ್ಲಿ ಪ್ರಸ್ತಾಪಿಸಿದ್ದಾರೆ. ಆರ್.ಅಶೋಕ್ ಅವರು ಮಾಧ್ಯಮದವರೊಂದಿಗೆ ಮಾತನಾಡಿ ಈ ಕುರಿತು ಪ್ರತಿಕ್ರಿಯಿಸಿದ್ದಾರೆ. ವಿಧಾನಸಭೆಯಲ್ಲಿ ವಿಪಕ್ಷ ಹಾಗೂ ಆಡಳಿತ ಪಕ್ಷದ ಸದಸ್ಯರ ನಡುವೆ ವಾಗ್ವಾದ ನಡೆಯಿತು. ಸುಳ್ಳು ಸುದ್ದಿ ಹರಡುವವರ ವಿರುದ್ಧ ಕ್ರಮ ಕೈಗೊಳ್ಳಲು ಪ್ರತ್ಯೇಕ ಘಟಕ ರಚಿಸಲಾಗಿದೆ ಎಂದು ತಿಳಿಸಿದರು.: [584, 594, 920, 669]
- registration-dot: [822, 1488, 831, 1497]
- registration-dot: [78, 1488, 87, 1497]
- registration-dot: [102, 1488, 111, 1497]
- registration-dot: [834, 1488, 843, 1497]
- headline-cm: ಸಿಎಂ 28 ಕೊಲೆ ಮಾಡಿದ್ದಾರೆ ಎಂದು ಹೇಳಿಕೆ ನೀಡಿದ ವ್ಯಕ್ತಿಯ ವಿರುದ್ಧ ಕಾನೂನಿನ ಕ್ರಮ: ಗೃಹಸಚಿವ ಡಾ.ಜಿ.ಪರಮೇಶ್ವರ್: [584, 497, 902, 571]
- article-putin: ನವದೆಹಲಿ,ಆ.18: ರಷ್ಯಾ ಅಧ್ಯಕ್ಷ ವ್ಲಾಡಿಮಿರ್ ಪುಟಿನ್ ಅವರು ಭಾರತದ ಪ್ರಧಾನಿ ನರೇಂದ್ರ ಮೋದಿ ಅವರಿಗೆ ದೂರವಾಣಿ ಕರೆ ಮಾಡಿ ಅಲಾಸ್ಕದಲ್ಲಿ ಅಮೆರಿಕ ಅಧ್ಯಕ್ಷ ಡೊನಾಲ್ಡ್ ಟ್ರಂಪ್ ಅವರೊಂದಿಗೆ ನಡೆಸಿದ ಮಾತುಕತೆಯ ಬಗ್ಗೆ ಮಾಹಿತಿ ಹಂಚಿಕೊಂಡರು. ಉಭಯ ನಾಯಕರು ದ್ವಿಪಕ್ಷೀಯ ಸಂಬಂಧಗಳ ಪ್ರಗತಿಯನ್ನು ಪರಿಶೀಲಿಸಿದರು. ಉಕ್ರೇನ್ ಸಂಘರ್ಷವನ್ನು ಶಾಂತಿಯುತವಾಗಿ ಬಗೆಹರಿಸಲು ಭಾರತ ಸದಾ ಬೆಂಬಲ ನೀಡುತ್ತದೆ ಎಂದು ಪ್ರಧಾನಿ ಮೋದಿ ಪುನರುಚ್ಚರಿಸಿದರು. ಮಾತುಕತೆ ಮತ್ತು ರಾಜತಾಂತ್ರಿಕತೆಯೇ ಮುಂದಿನ ದಾರಿ ಎಂದು ಹೇಳಿದರು. ಅಧ್ಯಕ್ಷ ಪುಟಿನ್ ಅವರು ಕರೆ ಮಾಡಿ ಅಲಾಸ್ಕದಲ್ಲಿ ನಡೆದ ಇತ್ತೀಚಿನ ಸಭೆಯ ಒಳನೋಟಗಳನ್ನು ಹಂಚಿಕೊಂಡಿದ್ದಕ್ಕೆ ಧನ್ಯವಾದಗಳು ಎಂದು ಮೋದಿ ಎಕ್ಸ್‌ನಲ್ಲಿ ಪೋಸ್ಟ್ ಮಾಡಿದ್ದಾರೆ. ಉಭಯ ದೇಶಗಳ ನಡುವಿನ ವಿಶೇಷ ಮತ್ತು ವಿಶೇಷಾಧಿಕಾರದ ಕಾರ್ಯತಂತ್ರದ ಪಾಲುದಾರಿಕೆಯನ್ನು ಮತ್ತಷ್ಟು ಬಲಪಡಿಸಲು ಬದ್ಧರಾಗಿದ್ದೇವೆ ಎಂದು ಉಭಯ ನಾಯಕರು ತಿಳಿಸಿದ್ದಾರೆ. ಈ ವರ್ಷದ ಕೊನೆಯಲ್ಲಿ ವಾರ್ಷಿಕ ಶೃಂಗಸಭೆಗಾಗಿ ಪುಟಿನ್ ಭಾರತಕ್ಕೆ ಭೇಟಿ ನೀಡುವ ನಿರೀಕ್ಷೆಯಿದೆ. ಮುಂಬರುವ ದಿನಗಳಲ್ಲಿ ಉಭಯ ದೇಶಗಳ ನಡುವಿನ ವ್ಯಾಪಾರ, ರಕ್ಷಣೆ ಹಾಗೂ ಇಂಧನ ಕ್ಷೇತ್ರದಲ್ಲಿ ಸಹಕಾರ ಹೆಚ್ಚಿಸಲು ನಿರ್ಧರಿಸಲಾಗಿದೆ. ಅಮೆರಿಕ ಭಾರತದ ಮೇಲೆ ಹೆಚ್ಚುವರಿ ಸುಂಕ ವಿಧಿಸಿರುವ ಹಿನ್ನೆಲೆಯಲ್ಲಿ ಈ ಮಾತುಕತೆ ಮಹತ್ವ ಪಡೆದಿದೆ. ಮೋದಿ ಪೋಸ್ಟ್: ನನ್ನ ಸ್ನೇಹಿತ ಅಧ್ಯಕ್ಷ ಪುಟಿನ್ ಅವರಿಗೆ ಧನ್ಯವಾದಗಳು ಎಂದು ಬರೆದಿದ್ದಾರೆ. ರಷ್ಯಾ ಭಾರತದ ದೀರ್ಘಕಾಲದ ಮಿತ್ರ ರಾಷ್ಟ್ರವಾಗಿದ್ದು ಹಲವು ಕ್ಷೇತ್ರಗಳಲ್ಲಿ ಸಹಭಾಗಿತ್ವ ಹೊಂದಿದೆ. ಶಾಂತಿ ಸ್ಥಾಪನೆಗಾಗಿ ನಡೆಯುವ ಎಲ್ಲಾ ಪ್ರಯತ್ನಗಳನ್ನು ಭಾರತ ಸ್ವಾಗತಿಸುತ್ತದೆ ಎಂದು ವಿದೇಶಾಂಗ ಸಚಿವಾಲಯ ತಿಳಿಸಿದೆ.: [584, 80, 920, 184]
- column-divider: [260, 664, 261, 1494]
- page-number: 07: [899, 4, 928, 32]
- headline-dalit: ದಲಿತರು ತಿರುಗಾಡುವ ರಸ್ತೆಗೆ ಬಲಾಢ್ಯರಿಂದ ಅಡ್ಡಿ: ಪ್ರತಿಭಟನೆ: [30, 555, 412, 579]
- registration-dot: [30, 1488, 39, 1497]
- registration-dot: [906, 1488, 915, 1497]
- headline-kesari: ಕೇಸರಿನ ರಾಡಿ!: [362, 949, 476, 977]
- registration-dot: [54, 1488, 63, 1497]
- article-divider: [264, 942, 572, 943]
